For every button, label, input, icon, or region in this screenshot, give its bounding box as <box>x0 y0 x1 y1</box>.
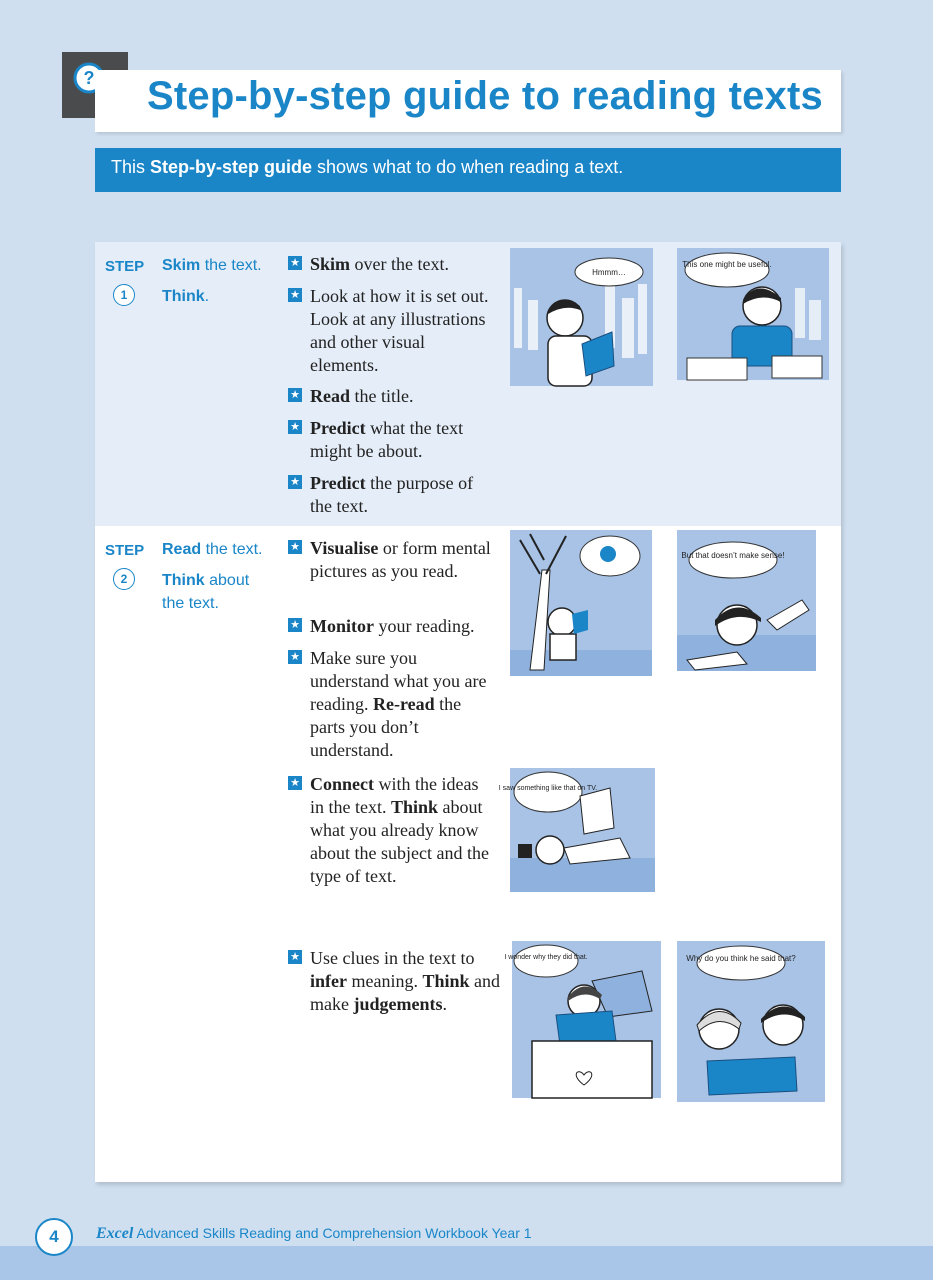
step-action: Think about the text. <box>162 572 250 612</box>
step-1-block <box>95 242 841 526</box>
step-action: Skim the text. <box>162 257 262 274</box>
intro-banner <box>95 148 841 192</box>
girl-lying-reading-illustration <box>677 530 816 671</box>
star-bullet-icon: ★ <box>288 776 302 790</box>
steps-panel <box>95 242 841 1182</box>
list-item: ★ Visualise or form mental pictures as you read. <box>288 537 493 583</box>
boy-choosing-book-illustration <box>677 248 829 380</box>
svg-text:?: ? <box>83 68 95 88</box>
two-children-reading-illustration <box>677 941 825 1102</box>
footer-band <box>0 1246 933 1280</box>
star-bullet-icon: ★ <box>288 256 302 270</box>
list-item: ★ Monitor your reading. <box>288 615 493 638</box>
title-bar <box>95 70 841 132</box>
star-bullet-icon: ★ <box>288 650 302 664</box>
list-item: ★ Skim over the text. <box>288 253 493 276</box>
page-title: Step-by-step guide to reading texts <box>147 74 823 118</box>
star-bullet-icon: ★ <box>288 540 302 554</box>
list-item: ★ Make sure you understand what you are reading. Re-read the parts you don’t understand. <box>288 647 493 762</box>
speech-text: Why do you think he said that? <box>686 954 796 963</box>
step-action: Think. <box>162 288 210 305</box>
brand-name: Excel <box>96 1225 134 1242</box>
step-action: Read the text. <box>162 541 263 558</box>
intro-text: This Step-by-step guide shows what to do when reading a text. <box>111 157 624 177</box>
step-number: 2 <box>113 568 135 590</box>
list-item: ★ Look at how it is set out. Look at any illustrations and other visual elements. <box>288 285 493 377</box>
star-bullet-icon: ★ <box>288 950 302 964</box>
child-reading-on-grass-illustration <box>498 768 655 892</box>
girl-reading-in-bed-illustration <box>504 941 661 1098</box>
speech-text: Hmmm… <box>592 268 626 277</box>
page-number: 4 <box>35 1218 73 1256</box>
child-under-tree-illustration <box>510 530 652 676</box>
star-bullet-icon: ★ <box>288 475 302 489</box>
star-bullet-icon: ★ <box>288 420 302 434</box>
step-label: STEP <box>105 542 145 559</box>
step-label: STEP <box>105 258 145 275</box>
footer-title: Excel Advanced Skills Reading and Comprehension Workbook Year 1 <box>96 1225 532 1242</box>
step-2-block <box>95 526 841 1182</box>
list-item: ★ Predict the purpose of the text. <box>288 472 493 518</box>
speech-text: I saw something like that on TV. <box>498 785 598 792</box>
star-bullet-icon: ★ <box>288 388 302 402</box>
list-item: ★ Read the title. <box>288 385 493 408</box>
speech-text: I wonder why they did that. <box>504 954 588 961</box>
boy-reading-illustration <box>510 248 653 386</box>
list-item: ★ Predict what the text might be about. <box>288 417 493 463</box>
list-item: ★ Connect with the ideas in the text. Think about what you already know about the subject and the type of text. <box>288 773 493 888</box>
speech-text: This one might be useful. <box>682 260 772 269</box>
step-number: 1 <box>113 284 135 306</box>
star-bullet-icon: ★ <box>288 288 302 302</box>
star-bullet-icon: ★ <box>288 618 302 632</box>
speech-text: But that doesn’t make sense! <box>681 551 785 560</box>
list-item: ★ Use clues in the text to infer meaning. Think and make judgements. <box>288 947 503 1016</box>
